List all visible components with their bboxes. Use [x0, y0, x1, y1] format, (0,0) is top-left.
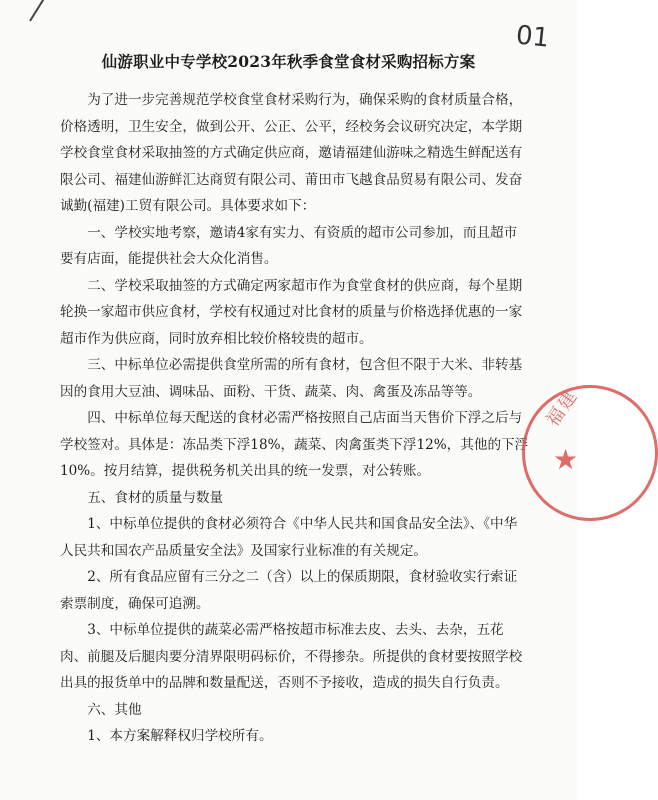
section-heading-quality: 五、食材的质量与数量: [87, 489, 224, 506]
paragraph-item-3: 三、中标单位必需提供食堂所需的所有食材，包含但不限于大米、非转基因的食用大豆油、调味品、面粉、干货、蔬菜、肉、禽蛋及冻品等等。: [60, 357, 523, 400]
paragraph-item-1: 一、学校实地考察，邀请4家有实力、有资质的超市公司参加，而且超市要有店面，能提供社会大众化消售。: [60, 224, 518, 267]
handwritten-page-number: 01: [514, 20, 551, 54]
paragraph-quality-2: 2、所有食品应留有三分之二（含）以上的保质期限，食材验收实行索证索票制度，确保可追溯。: [60, 569, 518, 612]
seal-text: 福建: [542, 385, 583, 431]
pen-stroke-mark: [29, 0, 44, 22]
paragraph-quality-1: 1、中标单位提供的食材必须符合《中华人民共和国食品安全法》、《中华人民共和国农产品质量安全法》及国家行业标准的有关规定。: [60, 516, 518, 559]
paragraph-intro: 为了进一步完善规范学校食堂食材采购行为，确保采购的食材质量合格，价格透明，卫生安全，做到公开、公正、公平，经校务会议研究决定，本学期学校食堂食材采取抽签的方式确定供应商，邀请福建仙游味之精选生鲜配送有限公司、福建仙游鲜汇达商贸有限公司、莆田市飞越食品贸易有限公司、发奋诚勤(福建)工贸有限公司。具体要求如下：: [60, 92, 523, 214]
paragraph-item-2: 二、学校采取抽签的方式确定两家超市作为食堂食材的供应商，每个星期轮换一家超市供应食材，学校有权通过对比食材的质量与价格选择优惠的一家超市作为供应商，同时放弃相比较价格较贵的超市。: [60, 277, 523, 347]
paragraph-quality-3: 3、中标单位提供的蔬菜必需严格按超市标准去皮、去头、去杂，五花肉、前腿及后腿肉要分清界限明码标价，不得掺杂。所提供的食材要按照学校出具的报货单中的品牌和数量配送，否则不予接收，造成的损失自行负责。: [60, 622, 523, 691]
document-body: [60, 87, 530, 750]
paragraph-item-4: 四、中标单位每天配送的食材必需严格按照自己店面当天售价下浮之后与学校签对。具体是：冻品类下浮18%，蔬菜、肉禽蛋类下浮12%，其他的下浮10%。按月结算，提供税务机关出具的统一发票，对公转账。: [60, 410, 529, 479]
section-heading-other: 六、其他: [87, 701, 142, 718]
document-title: 仙游职业中专学校2023年秋季食堂食材采购招标方案: [101, 52, 476, 71]
seal-star-icon: ★: [553, 443, 579, 476]
paragraph-other-1: 1、本方案解释权归学校所有。: [87, 728, 273, 744]
official-seal-stamp: [522, 385, 658, 521]
